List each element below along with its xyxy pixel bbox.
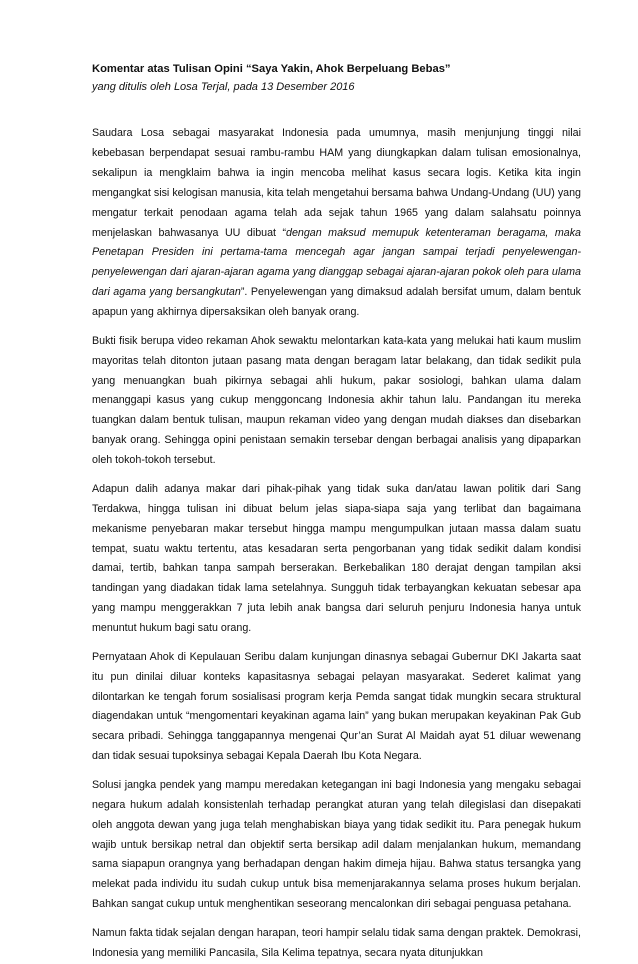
paragraph-6: Namun fakta tidak sejalan dengan harapan, teori hampir selalu tidak sama dengan praktek. Demokrasi, Indonesia yang memiliki Pancasila, Sila Kelima tepatnya, secara nyata ditunjukkan: [92, 926, 581, 959]
paragraph-4: Pernyataan Ahok di Kepulauan Seribu dalam kunjungan dinasnya sebagai Gubernur DKI Jakarta saat itu pun dinilai diluar konteks kapasitasnya sebagai pelayan masyarakat. Sederet kalimat yang dilontarkan ke tengah forum sosialisasi program kerja Pemda sangat tidak mungkin secara struktural diagendakan untuk “mengomentari keyakinan agama lain” yang bukan merupakan keyakinan Pak Gub secara pribadi. Sehingga tanggapannya mengenai Qur’an Surat Al Maidah ayat 51 diluar wewenang dan tidak sesuai tupoksinya sebagai Kepala Daerah Ibu Kota Negara.: [92, 650, 581, 763]
paragraph-1-quote: dengan maksud memupuk ketenteraman beragama, maka Penetapan Presiden ini pertama-tama mencegah agar jangan sampai terjadi penyelewengan-penyelewengan dari ajaran-ajaran agama yang dianggap sebagai ajaran-ajaran pokok oleh para ulama dari agama yang bersangkutan: [92, 226, 581, 299]
document-subtitle: yang ditulis oleh Losa Terjal, pada 13 Desember 2016: [92, 81, 355, 93]
paragraph-5: Solusi jangka pendek yang mampu meredakan ketegangan ini bagi Indonesia yang mengaku sebagai negara hukum adalah konsistenlah terhadap perangkat aturan yang telah dilegislasi dan disepakati oleh anggota dewan yang juga telah menghabiskan biaya yang tidak sedikit itu. Para penegak hukum wajib untuk bersikap netral dan objektif serta bersikap adil dalam menjalankan hukum, memandang sama siapapun orangnya yang berhadapan dengan hakim dimeja hijau. Bahwa status tersangka yang melekat pada individu itu sudah cukup untuk bisa memenjarakannya selama proses hukum berjalan. Bahkan sangat cukup untuk menghentikan seseorang mencalonkan diri sebagai penguasa petahana.: [92, 778, 581, 911]
paragraph-1: [92, 124, 581, 323]
paragraph-1-text-c: ”. Penyelewengan yang dimaksud adalah bersifat umum, dalam bentuk apapun yang akhirnya dipersaksikan oleh banyak orang.: [92, 286, 581, 319]
document-title: Komentar atas Tulisan Opini “Saya Yakin, Ahok Berpeluang Bebas”: [92, 63, 451, 75]
paragraph-2: Bukti fisik berupa video rekaman Ahok sewaktu melontarkan kata-kata yang melukai hati kaum muslim mayoritas telah ditonton jutaan pasang mata dengan beragam latar belakang, dan tidak sedikit pula yang menuangkan buah pikirnya sebagai ahli hukum, pakar sosiologi, bahkan ulama dalam menanggapi kasus yang cukup menggoncang Indonesia akhir tahun lalu. Pandangan itu mereka tuangkan dalam bentuk tulisan, maupun rekaman video yang dengan mudah diakses dan disebarkan banyak orang. Sehingga opini penistaan semakin tersebar dengan berbagai analisis yang dipaparkan oleh tokoh-tokoh tersebut.: [92, 334, 581, 467]
paragraph-1-text-a: Saudara Losa sebagai masyarakat Indonesia pada umumnya, masih menjunjung tinggi nilai kebebasan berpendapat sesuai rambu-rambu HAM yang diungkapkan dalam tulisan emosionalnya, sekalipun ia mengklaim bahwa ia ingin mencoba melihat kasus secara logis. Ketika kita ingin mengangkat sisi kelogisan manusia, kita telah mengetahui bersama bahwa Undang-Undang (UU) yang mengatur terkait penodaan agama telah ada sejak tahun 1965 yang dalam salahsatu poinnya menjelaskan bahwasanya UU dibuat “: [92, 127, 581, 239]
paragraph-3: Adapun dalih adanya makar dari pihak-pihak yang tidak suka dan/atau lawan politik dari Sang Terdakwa, hingga tulisan ini dibuat belum jelas siapa-siapa saja yang terlibat dan bagaimana mekanisme penyebaran makar tersebut hingga mampu mengumpulkan jutaan massa dalam suatu tempat, suatu waktu tertentu, atas kesadaran serta pengorbanan yang tidak sedikit dalam kondisi damai, tertib, bahkan tanpa sampah berserakan. Berkebalikan 180 derajat dengan tampilan aksi tandingan yang diadakan tidak lama setelahnya. Sungguh tidak terbayangkan kekuatan sebesar apa yang mampu menggerakkan 7 juta lebih anak bangsa dari seluruh penjuru Indonesia hanya untuk menuntut hukum bagi satu orang.: [92, 482, 581, 635]
